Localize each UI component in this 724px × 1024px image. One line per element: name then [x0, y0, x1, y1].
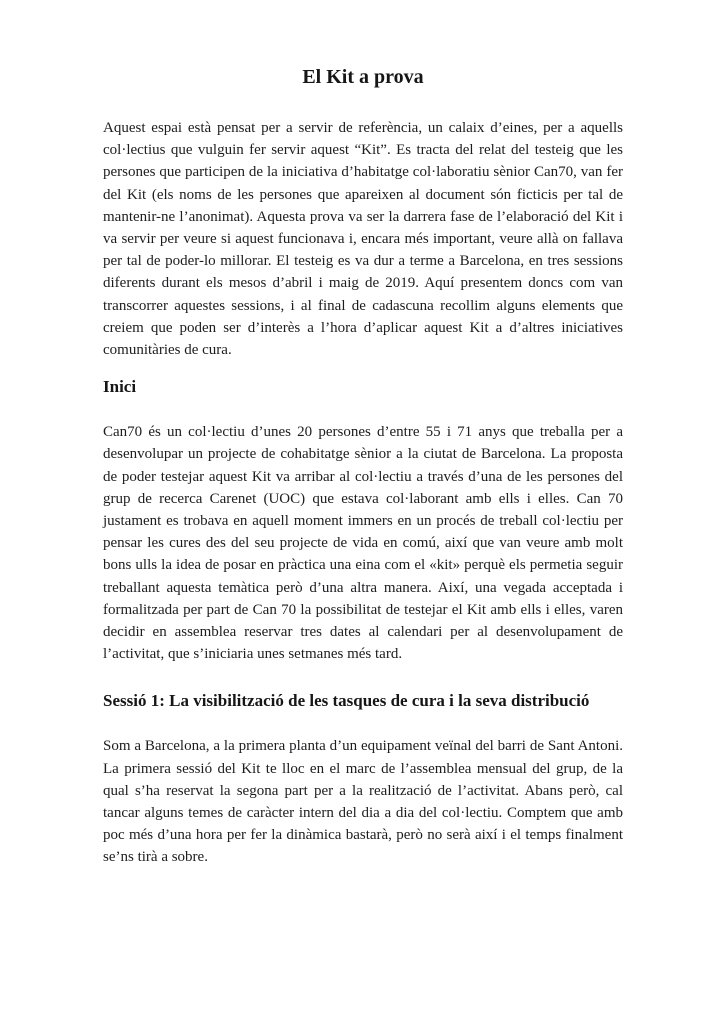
section-heading-inici: Inici: [103, 377, 137, 397]
intro-paragraph: Aquest espai està pensat per a servir de referència, un calaix d’eines, per a aquells col·lectius que vulguin fer servir aquest “Kit”. Es tracta del relat del testeig que les persones que participen de la iniciativa d’habitatge col·laboratiu sènior Can70, van fer del Kit (els noms de les persones que apareixen al document són ficticis per tal de mantenir-ne l’anonimat). Aquesta prova va ser la darrera fase de l’elaboració del Kit i va servir per veure si aquest funcionava i, encara més important, veure allà on fallava per tal de poder-lo millorar. El testeig es va dur a terme a Barcelona, en tres sessions diferents durant els mesos d’abril i maig de 2019. Aquí presentem doncs com van transcorrer aquestes sessions, i al final de cadascuna recollim alguns elements que creiem que poden ser d’interès a l’hora d’aplicar aquest Kit a d’altres iniciatives comunitàries de cura.: [103, 120, 623, 359]
inici-paragraph: Can70 és un col·lectiu d’unes 20 persones d’entre 55 i 71 anys que treballa per a desenvolupar un projecte de cohabitatge sènior a la ciutat de Barcelona. La proposta de poder testejar aquest Kit va arribar al col·lectiu a través d’una de les persones del grup de recerca Carenet (UOC) que estava col·laborant amb ells i elles. Can 70 justament es trobava en aquell moment immers en un procés de treball col·lectiu per pensar les cures des del seu projecte de vida en comú, així que van veure amb molt bons ulls la idea de posar en pràctica una eina com el «kit» perquè els permetia seguir treballant aquesta temàtica però d’una altra manera. Així, una vegada acceptada i formalitzada per part de Can 70 la possibilitat de testejar el Kit amb ells i elles, varen decidir en assemblea reservar tres dates al calendari per al desenvolupament de l’activitat, que s’iniciaria unes setmanes més tard.: [103, 424, 623, 663]
sessio-1-paragraph: Som a Barcelona, a la primera planta d’un equipament veïnal del barri de Sant Antoni. La primera sessió del Kit te lloc en el marc de l’assemblea mensual del grup, de la qual s’ha reservat la segona part per a la realització de l’activitat. Abans però, cal tancar alguns temes de caràcter intern del dia a dia del col·lectiu. Comptem que amb poc més d’una hora per fer la dinàmica bastarà, però no serà així i el temps finalment se’ns tirà a sobre.: [103, 738, 623, 866]
section-heading-sessio-1: Sessió 1: La visibilització de les tasques de cura i la seva distribució: [103, 691, 590, 711]
document-title: El Kit a prova: [302, 66, 424, 88]
